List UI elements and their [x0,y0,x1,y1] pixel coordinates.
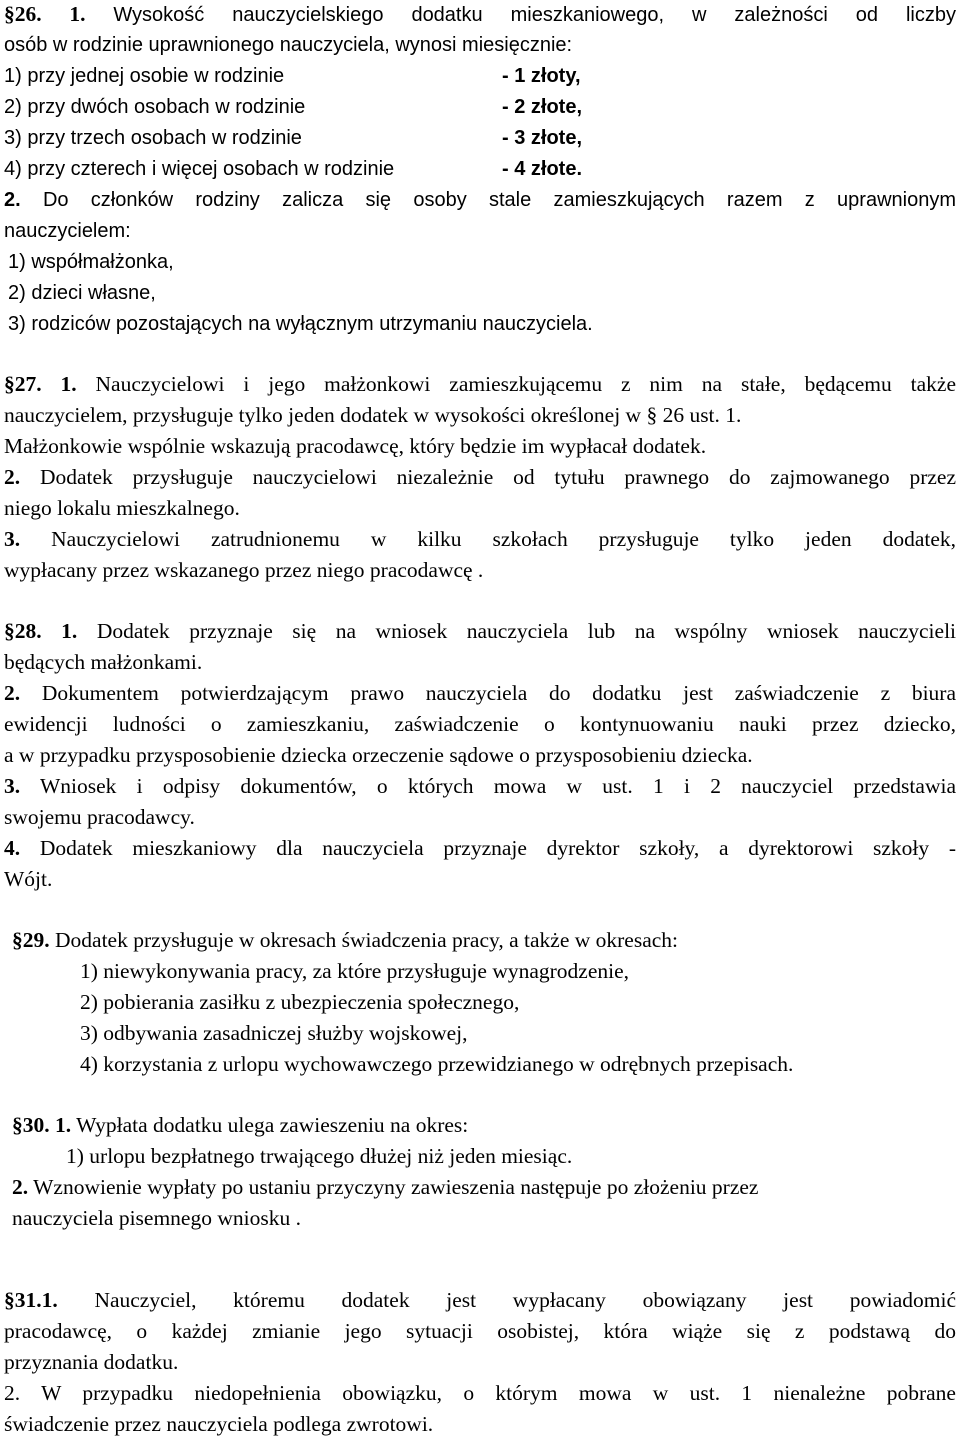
s26-member-2: 2) dzieci własne, [8,282,156,304]
s28-p2-line-3: a w przypadku przysposobienie dziecka orzeczenie sądowe o przysposobieniu dziecka. [4,743,753,767]
s29-item-3: 3) odbywania zasadniczej służby wojskowej, [80,1021,468,1045]
s31-p2-number: 2. [4,1381,21,1405]
s26-heading: §26. 1. [4,2,86,26]
s28-p4-line-1: 4. Dodatek mieszkaniowy dla nauczyciela przyznaje dyrektor szkoły, a dyrektorowi szkoły - [4,836,956,860]
s27-p3-line-2: wypłacany przez wskazanego przez niego pracodawcę . [4,558,484,582]
s26-member-3: 3) rodziców pozostających na wyłącznym utrzymaniu nauczyciela. [8,313,593,335]
s28-p4-line-2: Wójt. [4,867,53,891]
s31-p2-line-2: świadczenie przez nauczyciela podlega zwrotowi. [4,1412,434,1436]
s31-p2-line-1: 2. W przypadku niedopełnienia obowiązku, o którym mowa w ust. 1 nienależne pobrane [4,1381,956,1405]
s26-item-4: 4) przy czterech i więcej osobach w rodzinie - 4 złote. [4,154,956,185]
s28-p3-number: 3. [4,774,21,798]
s26-item-1: 1) przy jednej osobie w rodzinie - 1 złoty, [4,61,956,92]
s26-item-1-value: - 1 złoty, [502,65,581,87]
s28-p2-line-2: ewidencji ludności o zamieszkaniu, zaświadczenie o kontynuowaniu nauki przez dziecko, [4,712,956,736]
s26-line-2: osób w rodzinie uprawnionego nauczyciela, wynosi miesięcznie: [4,34,573,56]
s28-line-1: §28. 1. Dodatek przyznaje się na wniosek nauczyciela lub na wspólny wniosek nauczycieli [4,619,957,643]
s28-p2-number: 2. [4,681,21,705]
s28-heading: §28. 1. [4,619,78,643]
s29-item-2: 2) pobierania zasiłku z ubezpieczenia społecznego, [80,990,520,1014]
s26-item-2-value: - 2 złote, [502,96,583,118]
s26-line-1 [4,0,956,30]
s27-heading: §27. 1. [4,372,77,396]
s26-member-1: 1) współmałżonka, [8,251,174,273]
s26-p2-line-2: nauczycielem: [4,220,131,242]
s30-item-1: 1) urlopu bezpłatnego trwającego dłużej niż jeden miesiąc. [66,1144,573,1168]
s28-p3-line-1: 3. Wniosek i odpisy dokumentów, o których mowa w ust. 1 i 2 nauczyciel przedstawia [4,774,956,798]
s29-line-1: §29. Dodatek przysługuje w okresach świadczenia pracy, a także w okresach: [12,928,679,952]
s28-p2-line-1: 2. Dokumentem potwierdzającym prawo nauczyciela do dodatku jest zaświadczenie z biura [4,681,956,705]
s26-item-4-value: - 4 złote. [502,158,583,180]
s26-p2-number: 2. [4,189,21,211]
s29-item-1: 1) niewykonywania pracy, za które przysługuje wynagrodzenie, [80,959,630,983]
s31-line-1: §31.1. Nauczyciel, któremu dodatek jest wypłacany obowiązany jest powiadomić [4,1288,956,1312]
s27-p3-line-1: 3. Nauczycielowi zatrudnionemu w kilku szkołach przysługuje tylko jeden dodatek, [4,527,956,551]
s27-line-1: §27. 1. Nauczycielowi i jego małżonkowi zamieszkującemu z nim na stałe, będącemu także [4,372,956,396]
s27-p3-number: 3. [4,527,21,551]
s31-heading: §31.1. [4,1288,58,1312]
s27-p2-line-1: 2. Dodatek przysługuje nauczycielowi niezależnie od tytułu prawnego do zajmowanego przez [4,465,957,489]
s27-p2-line-2: niego lokalu mieszkalnego. [4,496,240,520]
s30-p2-line-1: 2. Wznowienie wypłaty po ustaniu przyczyny zawieszenia następuje po złożeniu przez [12,1175,759,1199]
s26-item-3: 3) przy trzech osobach w rodzinie - 3 złote, [4,123,956,154]
s30-line-1: §30. 1. Wypłata dodatku ulega zawieszeniu na okres: [12,1113,469,1137]
s28-p4-number: 4. [4,836,21,860]
s29-heading: §29. [12,928,50,952]
s26-item-3-value: - 3 złote, [502,127,583,149]
s30-heading: §30. 1. [12,1113,72,1137]
s28-p3-line-2: swojemu pracodawcy. [4,805,195,829]
s27-line-3: Małżonkowie wspólnie wskazują pracodawcę, który będzie im wypłacał dodatek. [4,434,707,458]
s30-p2-line-2: nauczyciela pisemnego wniosku . [12,1206,301,1230]
s27-line-2: nauczycielem, przysługuje tylko jeden dodatek w wysokości określonej w § 26 ust. 1. [4,403,742,427]
s26-text: Wysokość nauczycielskiego dodatku mieszkaniowego, w zależności od liczby [113,4,956,26]
s27-p2-number: 2. [4,465,21,489]
s31-line-2: pracodawcę, o każdej zmianie jego sytuacji osobistej, która wiąże się z podstawą do [4,1319,956,1343]
s30-p2-number: 2. [12,1175,29,1199]
s26-p2-line-1: 2. Do członków rodziny zalicza się osoby stale zamieszkujących razem z uprawnionym [4,189,956,211]
s28-line-2: będących małżonkami. [4,650,203,674]
s29-item-4: 4) korzystania z urlopu wychowawczego przewidzianego w odrębnych przepisach. [80,1052,794,1076]
s31-line-3: przyznania dodatku. [4,1350,179,1374]
s26-item-2: 2) przy dwóch osobach w rodzinie - 2 złote, [4,92,956,123]
